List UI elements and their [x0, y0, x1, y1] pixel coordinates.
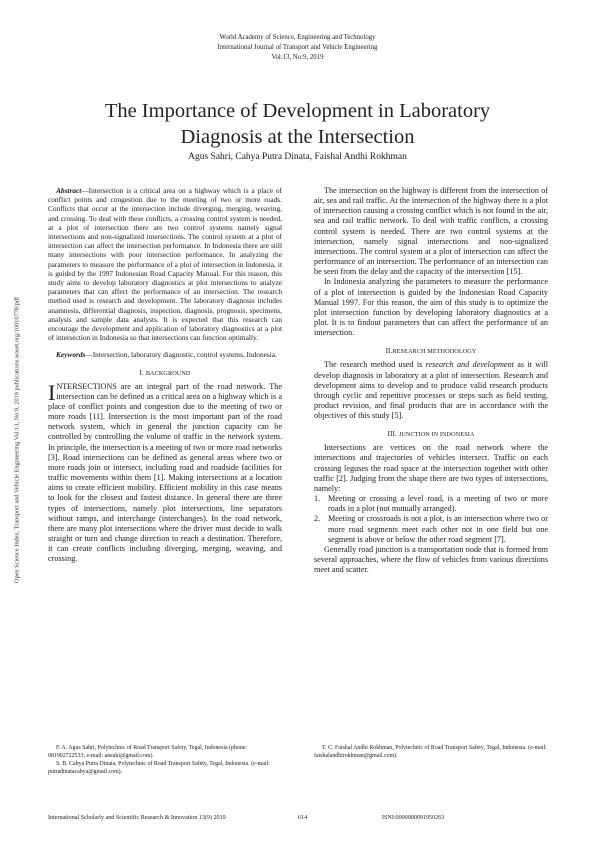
paragraph-text: The research method used is — [324, 360, 426, 370]
section-title: JUNCTION IN INDONESIA — [398, 431, 475, 439]
paragraph-text: as it will develop diagnosis in laboratory at a plot of intersection. Research and development aims to develop and to produce valid research products through cyclic and repetitive processes or steps such as field testing, product revision, and final products that are in accordance with the objectives of this study [5]. — [314, 360, 548, 421]
footnote: F. A. Agus Sahri, Polytechnic of Road Transport Safety, Tegal, Indonesia (phone: 081902722533; e-mail: ansuki@gmail.com). — [48, 745, 248, 759]
paragraph: In Indonesia analyzing the parameters to measure the performance of a plot of intersection is guided by the Indonesian Road Capacity Manual 1997. For this reason, the aim of this study is to optimize the plot intersection function by developing laboratory diagnostics at a plot. It is to findout parameters that can affect the performance of an intersection. — [314, 277, 548, 338]
footer-isni: ISNI:0000000091950263 — [382, 815, 445, 821]
abstract — [48, 186, 282, 342]
keywords-label: Keywords — [56, 350, 86, 360]
paragraph: Generally road junction is a transportation node that is formed from several approaches, where the flow of vehicles from various directions meet and scatter. — [314, 544, 548, 575]
list-text: Meeting or crossing a level road, is a meeting of two or more roads in a plot (not mutually arranged). — [328, 494, 548, 514]
abstract-text: —Intersection is a critical area on a highway which is a place of conflict points and congestion due to the meeting of two or more roads. Conflicts that occur at the intersection include diverging, merging, weaving, and crossing. To deal with these conflicts, a crossing control system is needed, at a plot of intersection there are two control systems namely signal intersections and non-signalized intersections. The control system at a plot of intersection can affect the intersection performance. In Indonesia there are still many intersections with poor intersection performance. In analyzing the parameters to measure the performance of a plot of intersection in Indonesia, it is guided by the 1997 Indonesian Road Capacity Manual. For this reason, this study aims to develop laboratory diagnostics at plot intersections to analyze parameters that can affect the performance of an intersection. The research method used is research and development. The laboratory diagnosis includes anamnesis, differential diagnosis, inspection, diagnosis, prognosis, specimens, analysis and sample data analysts. It is expected that this research can encourage the development and application of laboratory diagnostics at a plot of intersection in Indonesia so that intersections can function optimally. — [48, 186, 282, 343]
emphasis-text: research and development — [425, 360, 514, 370]
section-title: RESEARCH METHODOLOGY — [392, 348, 477, 356]
list-number: 1. — [314, 494, 321, 504]
open-science-index-sidebar — [8, 220, 26, 660]
section-heading-background — [48, 369, 282, 377]
footer-journal: International Scholarly and Scientific Research & Innovation 13(9) 2019 — [48, 815, 226, 821]
paper-title-line-1: The Importance of Development in Laboratory — [104, 100, 491, 122]
footnote: S. B. Cahya Putra Dinata, Polytechnic of Road Transport Safety, Tegal, Indonesia. (e-mail: putradinatacahya@gmail.com). — [48, 761, 270, 775]
footnotes-left — [48, 744, 282, 776]
section-number: I. — [139, 368, 144, 377]
paragraph: Intersections are vertices on the road network where the intersections and trajectories of vehicles intersect. Traffic on each crossing leguses the road space at the intersection together with other traffic [2]. Judging from the shape there are two types of intersections, namely: — [314, 443, 548, 493]
section-heading-methodology — [314, 347, 548, 355]
journal-header-line-2: International Journal of Transport and Vehicle Engineering — [217, 44, 378, 51]
paragraph: The intersection on the highway is different from the intersection of air, sea and rail traffic. At the intersection of the highway there is a plot of intersection causing a crossing conflict which is not found in the air, sea and rail traffic network. To deal with traffic conflicts, a crossing control system is needed. There are two control systems at the intersection, namely signal intersections and non-signalized intersections. The control system at a plot of intersection can affect the performance of an intersection. The performance of an intersection can be seen from the delay and the capacity of the intersection [15]. — [314, 186, 548, 277]
section-number: II. — [385, 347, 393, 356]
footnote: T. C. Faishal Andhi Rokhman, Polytechnic of Road Transport Safety, Tegal, Indonesia. (e-mail: faishalandhirokhman@gmail.com). — [314, 745, 547, 759]
abstract-label: Abstract — [56, 186, 82, 195]
journal-header-line-1: World Academy of Science, Engineering and Technology — [219, 34, 376, 41]
list-number: 2. — [314, 514, 321, 524]
list-item — [314, 494, 548, 514]
section-heading-junction — [314, 430, 548, 438]
paragraph-intro — [48, 379, 282, 565]
journal-header-line-3: Vol:13, No:9, 2019 — [271, 54, 324, 61]
page-number: 614 — [298, 815, 308, 821]
paper-title-line-2: Diagnosis at the Intersection — [180, 126, 415, 148]
author-list: Agus Sahri, Cahya Putra Dinata, Faishal Andhi Rokhman — [188, 152, 407, 162]
footnotes-right — [314, 744, 548, 760]
list-item — [314, 514, 548, 544]
numbered-list — [314, 494, 548, 545]
keywords — [48, 350, 282, 359]
right-column — [314, 186, 548, 575]
paragraph-methodology — [314, 360, 548, 421]
paragraph-text: NTERSECTIONS are an integral part of the road network. The intersection can be defined as a critical area on a highway which is a place of conflict points and congestion due to the meeting of two or more roads [11]. Intersection is the most important part of the road network system, which in general the junction capacity can be controlled by controlling the volume of traffic in the network system. In principle, the intersection is a meeting of two or more road networks [3]. Road intersections can be defined as general areas where two or more roads join or intersect, including road and roadside facilities for traffic movements within them [1]. Making intersections at a location aims to create efficient mobility. Efficient mobility in this case means to look for the closest and fastest distance. In general there are three types of intersections, namely plot intersections, line separators without ramps, and interchange (interchanges). In the road network, there are many plot intersections where the driver must decide to walk straight or turn and change direction to reach a destination. Therefore, it can create conflicts including diverging, merging, weaving, and crossing. — [48, 381, 282, 564]
keywords-text: —Intersection, laboratory diagnostic, control systems, Indonesia. — [85, 350, 277, 360]
section-title: BACKGROUND — [145, 369, 191, 377]
list-text: Meeting or crossroads is not a plot, is an intersection where two or more road segments meet each other not in one field but one segment is above or below the other road segment [7]. — [328, 514, 548, 544]
sidebar-text: Open Science Index, Transport and Vehicle Engineering Vol:13, No:9, 2019 publications.waset.org/10010778/pdf — [13, 296, 21, 584]
paper-title — [40, 98, 555, 150]
section-number: III. — [387, 430, 397, 439]
drop-cap: I — [48, 379, 56, 405]
left-column — [48, 186, 282, 564]
